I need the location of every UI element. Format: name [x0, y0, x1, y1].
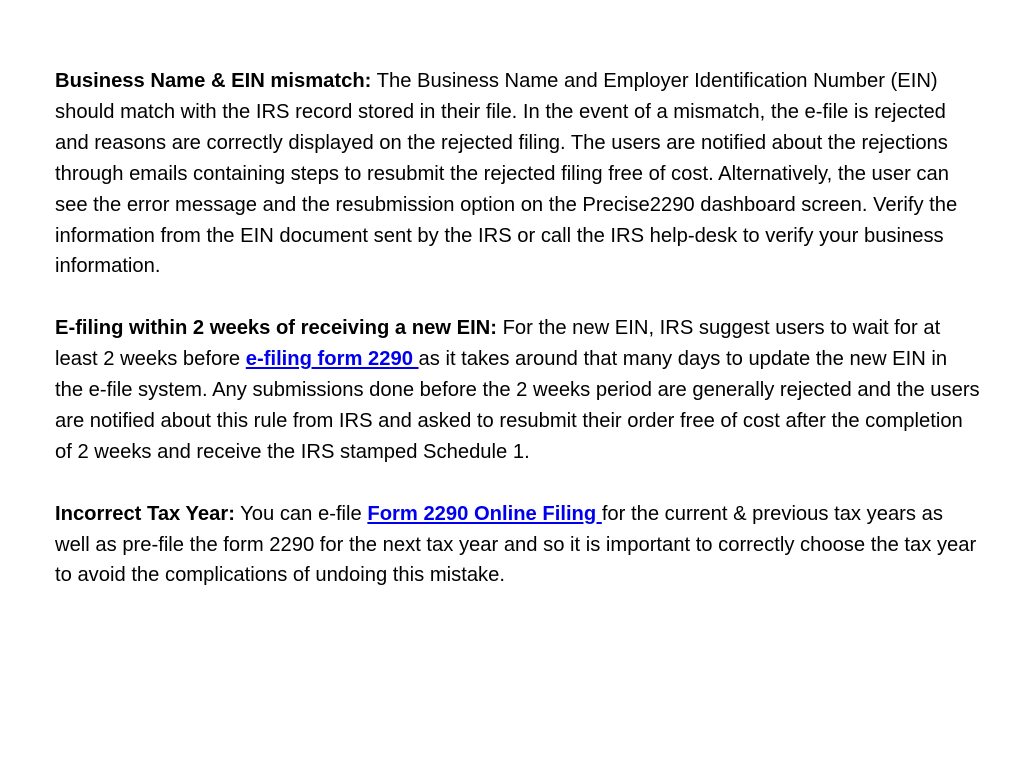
section-heading: E-filing within 2 weeks of receiving a new EIN: [55, 317, 497, 340]
form-2290-online-filing-link[interactable]: Form 2290 Online Filing [367, 502, 602, 525]
section-text: For the new EIN, IRS suggest users to wait for at least 2 weeks before [55, 317, 941, 371]
section-new-ein [55, 313, 980, 468]
section-heading: Incorrect Tax Year: [55, 502, 235, 525]
section-incorrect-tax-year [55, 499, 980, 592]
document-body [55, 66, 980, 622]
section-text: You can e-file [234, 502, 368, 525]
section-text: as it takes around that many days to update the new EIN in the e-file system. Any submissions done before the 2 weeks period are generally rejected and the users are notified about this rule from IRS and asked to resubmit their order free of cost after the completion of 2 weeks and receive the IRS stamped Schedule 1. [55, 348, 980, 463]
section-text: The Business Name and Employer Identification Number (EIN) should match with the IRS record stored in their file. In the event of a mismatch, the e-file is rejected and reasons are correctly displayed on the rejected filing. The users are notified about the rejections through emails containing steps to resubmit the rejected filing free of cost. Alternatively, the user can see the error message and the resubmission option on the Precise2290 dashboard screen. Verify the information from the EIN document sent by the IRS or call the IRS help-desk to verify your business information. [55, 70, 958, 278]
section-text: for the current & previous tax years as well as pre-file the form 2290 for the next tax year and so it is important to correctly choose the tax year to avoid the complications of undoing this mistake. [55, 502, 977, 587]
efiling-form-2290-link[interactable]: e-filing form 2290 [245, 348, 419, 371]
section-heading: Business Name & EIN mismatch: [55, 70, 372, 92]
section-ein-mismatch [55, 66, 980, 282]
